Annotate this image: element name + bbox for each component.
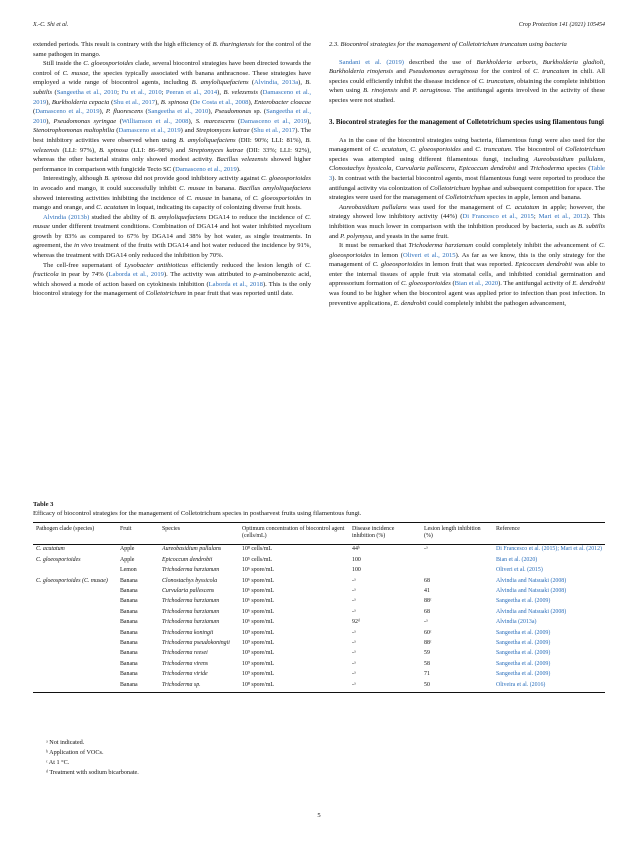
table-cell: 10⁹ spore/mL [242, 650, 274, 657]
table-caption [33, 500, 605, 518]
paragraph: Still inside the C. gloeosporioides clade, several biocontrol strategies have been directed towards the control of C. musae, the species typically associated with banana anthracnose. These strategies have employed a wide range of biocontrol agents, including B. amyloliquefaciens (Alvindia, 2013a), B. subtilis (Sangeetha et al., 2010; Fu et al., 2010; Peeran et al., 2014), B. velezensis (Damasceno et al., 2019), Burkholderia cepacia (Shu et al., 2017), B. spinosa (De Costa et al., 2008), Enterobacter cloacae (Damasceno et al., 2019), P. fluorescens (Sangeetha et al., 2010), Pseudomonas sp. (Sangeetha et al., 2010), Pseudomonas syringae (Williamson et al., 2008), S. marcescens (Damasceno et al., 2019), Stenotrophomonas maltophilia (Damasceno et al., 2019) and Streptomyces katrae (Shu et al., 2017). The best inhibitory activities were observed when using B. amyloliquefaciens (DII: 90%; LLI: 81%), B. velezensis (LLI: 97%), B. spinosa (LLI: 86–98%) and Streptomyces katrae (DII: 33%; LLI: 92%), whereas the other bacterial strains only showed modest activity. Bacillus velezensis showed higher performance in comparison with fungicide Tecto SC (Damasceno et al., 2019). [33, 60, 312, 173]
table-cell: 88ᶜ [424, 639, 432, 646]
col-header-disease-incidence: Disease incidence inhibition (%) [349, 523, 421, 545]
table-cell: -ᵃ [352, 671, 356, 678]
table-cell[interactable]: Bian et al. (2020) [496, 556, 538, 563]
table-cell: Curvularia pallescens [162, 587, 215, 594]
paragraph: As in the case of the biocontrol strategies using bacteria, filamentous fungi were also used for the management of C. acutatum, C. gloeosporioides and C. truncatum. The biocontrol of Colletotrichum species was attempted using different filamentous fungi, including Aureobasidium pullulans, Clonostachys byssicola, Curvularia pallescens, Epicoccum dendrobii and Trichoderma species (Table 3). In contrast with the bacterial biocontrol agents, most filamentous fungi were reported to produce the antifungal activity via colonization of Colletotrichum hyphae and subsequent competition for space. The strategies were used for the management of Colletotrichum species in apple, lemon and banana. [329, 136, 606, 202]
table-cell [33, 670, 117, 680]
table-row [33, 618, 605, 628]
running-header [33, 22, 605, 32]
table-cell: Clonostachys byssicola [162, 577, 218, 584]
table-cell: 100 [352, 556, 361, 563]
table-cell: 10⁹ spore/mL [242, 639, 274, 646]
table-cell: 41 [424, 587, 430, 594]
table-cell [33, 649, 117, 659]
table-cell [33, 566, 117, 576]
table-cell[interactable]: Sangeetha et al. (2009) [496, 671, 551, 678]
table-cell: -ᵃ [352, 660, 356, 667]
table-row [33, 566, 605, 576]
table-cell: 10⁹ spore/mL [242, 629, 274, 636]
table-cell: Lemon [120, 567, 137, 574]
left-column [33, 40, 311, 299]
table-cell: -ᵃ [424, 619, 428, 626]
table-cell: Trichoderma harzianum [162, 567, 220, 574]
table-cell: -ᵃ [352, 577, 356, 584]
table-row [33, 576, 605, 586]
table-cell: Banana [120, 587, 138, 594]
table-cell: 10⁹ spore/mL [242, 671, 274, 678]
table-cell: Banana [120, 608, 138, 615]
table-cell [33, 618, 117, 628]
right-column [329, 40, 605, 308]
header-journal: Crop Protection 141 (2021) 105454 [518, 22, 605, 28]
footnote: ᵈ Treatment with sodium bicarbonate. [46, 769, 139, 776]
table-cell [33, 659, 117, 669]
table-cell: 68 [424, 577, 430, 584]
table-cell: Trichoderma harzianum [162, 598, 220, 605]
table-cell: 10⁹ spore/mL [242, 660, 274, 667]
col-header-fruit: Fruit [117, 523, 159, 545]
table-cell: Banana [120, 598, 138, 605]
section-heading-2-3: 2.3. Biocontrol strategies for the management of Colletotrichum truncatum using bacteria [329, 41, 567, 48]
table-cell: Epicoccum dendrobii [162, 556, 213, 563]
table-row [33, 555, 605, 565]
table-row [33, 670, 605, 680]
table-cell: Banana [120, 650, 138, 657]
table-cell: 10⁶ spore/mL [242, 587, 274, 594]
table-cell: -ᵃ [352, 629, 356, 636]
table-cell: 92ᵈ [352, 619, 360, 626]
table-row [33, 597, 605, 607]
footnote: ᵃ Not indicated. [46, 739, 85, 746]
efficacy-table [33, 522, 605, 693]
table-cell: C. gloeosporioides [36, 556, 81, 563]
table-cell[interactable]: Alvindia and Natsuaki (2008) [496, 577, 567, 584]
paragraph: Alvindia (2013b) studied the ability of B. amyloliquefaciens DGA14 to reduce the incidence of C. musae under different treatment conditions. Combination of DGA14 and hot water inhibited mycelium growth by 83% as compared to 67% by DGA14 and 38% by hot water, as single treatments. In agreement, the in vivo treatment of the fruits with DGA14 and hot water reduced the incidence by 91%, whereas the treatment with DGA14 only reduced the inhibition by 70%. [33, 213, 311, 260]
table-cell: 10⁸ cells/mL [242, 546, 273, 553]
table-cell: Aureobasidium pullulans [162, 546, 222, 553]
table-cell[interactable]: Alvindia (2013a) [496, 619, 537, 626]
table-cell: 58 [424, 660, 430, 667]
table-cell: 60ᶜ [424, 629, 432, 636]
table-cell[interactable]: Sangeetha et al. (2009) [496, 598, 551, 605]
table-cell: 88ᶜ [424, 598, 432, 605]
table-cell: -ᵃ [352, 639, 356, 646]
paragraph: Aureobasidium pullulans was used for the management of C. acutatum in apple; however, the strategy showed low inhibitory activity (44%) (Di Francesco et al., 2015; Mari et al., 2012). This inhibition was much lower in comparison with the inhibition produced by bacteria, such as B. subtilis and P. polymyxa, and yeasts in the same fruit. [329, 203, 605, 240]
col-header-reference: Reference [493, 523, 605, 545]
table-cell[interactable]: Oliveri et al. (2015) [496, 567, 543, 574]
table-cell: Trichoderma pseudokoningii [162, 639, 230, 646]
table-cell: Trichoderma sp. [159, 680, 239, 692]
footnote: ᶜ At 1 °C. [46, 759, 70, 766]
paragraph: Sandani et al. (2019) described the use of Burkholderia arboris, Burkholderia gladioli, Burkholderia rinojensis and Pseudomonas aeruginosa for the control of C. truncatum in chili. All species could efficiently inhibit the disease incidence of C. truncatum, obtaining the complete inhibition when using B. rinojensis and P. aeruginosa. The antifungal agents involved in the activity of these species were not studied. [329, 58, 606, 104]
table-cell: 44ᵇ [352, 546, 360, 553]
table-cell: Banana [120, 639, 138, 646]
table-cell: -ᵃ [349, 680, 421, 692]
table-cell [33, 597, 117, 607]
table-row [33, 638, 605, 648]
table-row [33, 586, 605, 596]
table-cell: Banana [120, 629, 138, 636]
table-cell: -ᵃ [352, 608, 356, 615]
table-cell[interactable]: Alvindia and Natsuaki (2008) [496, 587, 567, 594]
table-cell: -ᵃ [352, 587, 356, 594]
table-cell [421, 566, 493, 576]
table-cell: Apple [120, 546, 135, 553]
table-cell: Trichoderma koningii [162, 629, 214, 636]
table-cell[interactable]: Oliveira et al. (2016) [493, 680, 605, 692]
table-row [33, 628, 605, 638]
table-cell: 59 [424, 650, 430, 657]
table-cell: Banana [120, 619, 138, 626]
table-cell: 68 [424, 608, 430, 615]
table-cell: 10⁶ spore/mL [242, 608, 274, 615]
table-cell[interactable]: Sangeetha et al. (2009) [496, 639, 551, 646]
table-row [33, 607, 605, 617]
section-heading-3: 3. Biocontrol strategies for the management of Colletotrichum species using filamentous fungi [329, 118, 604, 126]
table-cell: 10⁶ spore/mL [242, 577, 274, 584]
table-cell: -ᵃ [352, 598, 356, 605]
table-cell: 100 [352, 567, 361, 574]
table-cell [33, 607, 117, 617]
table-cell [421, 555, 493, 565]
table-row [33, 649, 605, 659]
table-cell: Banana [120, 660, 138, 667]
table-cell[interactable]: Sangeetha et al. (2009) [496, 629, 551, 636]
table-cell: Apple [120, 556, 135, 563]
table-cell: 10⁸ spore/mL [239, 680, 349, 692]
table-cell: Trichoderma viride [162, 671, 208, 678]
table-header-row [33, 523, 605, 545]
table-cell [33, 638, 117, 648]
table-row [33, 544, 605, 555]
paragraph: It must be remarked that Trichoderma harzianum could completely inhibit the advancement of C. gloeosporioides in lemon (Oliveri et al., 2015). As far as we know, this is the only strategy for the management of C. gloeosporioides in lemon fruit that was reported. Epicoccum dendrobii was able to enter the internal tissues of apple fruit via stomatal cells, and inhibited conidial germination and appressorium formation of C. gloeosporioides (Bian et al., 2020). The antifungal activity of E. dendrobii was found to be higher when the biocontrol agent was applied prior to infection than post infection. In preventive applications, E. dendrobii could completely inhibit the pathogen advancement, [329, 242, 606, 307]
table-cell: Trichoderma reesei [162, 650, 208, 657]
paragraph: Interestingly, although B. spinosa did not provide good inhibitory activity against C. gloeosporioides in avocado and mango, it could successfully inhibit C. musae in banana. Bacillus amyloliquefaciens showed interesting activities inhibiting the incidence of C. musae in banana, of C. gloeosporioides in mango and orange, and C. acutatum in loquat, indicating its capacity of colonizing diverse fruit hosts. [33, 175, 311, 212]
table-cell: C. acutatum [36, 546, 65, 553]
table-label: Table 3 [33, 501, 54, 508]
table-cell [33, 680, 117, 692]
table-cell[interactable]: Sangeetha et al. (2009) [496, 650, 551, 657]
page-number: 5 [317, 812, 321, 819]
table-row [33, 659, 605, 669]
table-cell[interactable]: Sangeetha et al. (2009) [496, 660, 551, 667]
col-header-species: Species [159, 523, 239, 545]
paragraph: extended periods. This result is contrary with the high efficiency of B. thuringiensis for the control of the same pathogen in mango. [33, 41, 312, 58]
table-cell: C. gloeosporioides (C. musae) [36, 577, 108, 584]
table-cell: Banana [120, 671, 138, 678]
table-cell: Banana [117, 680, 159, 692]
table-cell [33, 628, 117, 638]
col-header-concentration: Optimum concentration of biocontrol agent (cells/mL) [239, 523, 349, 545]
col-header-lesion-length: Lesion length inhibition (%) [421, 523, 493, 545]
paragraph: The cell-free supernatant of Lysobacter antibioticus efficiently reduced the lesion length of C. fructicola in pear by 74% (Laborda et al., 2019). The activity was attributed to p-aminobenzoic acid, which showed a mode of action based on cytokinesis inhibition (Laborda et al., 2018). This is the only biocontrol strategy for the management of Colletotrichum in pear fruit that was reported until date. [33, 261, 311, 298]
table-cell: 10⁵ cells/mL [242, 556, 273, 563]
col-header-pathogen: Pathogen clade (species) [33, 523, 117, 545]
table-cell: 71 [424, 671, 430, 678]
table-row [33, 680, 605, 692]
header-authors: X.-C. Shi et al. [33, 22, 69, 28]
table-cell[interactable]: Alvindia and Natsuaki (2008) [496, 608, 567, 615]
table-cell: Trichoderma harzianum [162, 608, 220, 615]
table-cell: -ᵃ [352, 650, 356, 657]
table-cell[interactable]: Di Francesco et al. (2015); Mari et al. (2012) [496, 546, 602, 553]
table-cell: 10⁶ spore/mL [242, 619, 274, 626]
table-cell: -ᵃ [424, 546, 428, 553]
table-cell: 50 [421, 680, 493, 692]
table-cell: 10⁶ spore/mL [242, 598, 274, 605]
footnote: ᵇ Application of VOCs. [46, 749, 104, 756]
table-cell: Trichoderma harzianum [162, 619, 220, 626]
table-cell: 10⁶ spore/mL [242, 567, 274, 574]
table-cell [33, 586, 117, 596]
table-cell: Trichoderma virens [162, 660, 209, 667]
table-cell: Banana [120, 577, 138, 584]
table-title: Efficacy of biocontrol strategies for the management of Colletotrichum species in postharvest fruits using filamentous fungi. [33, 510, 362, 517]
